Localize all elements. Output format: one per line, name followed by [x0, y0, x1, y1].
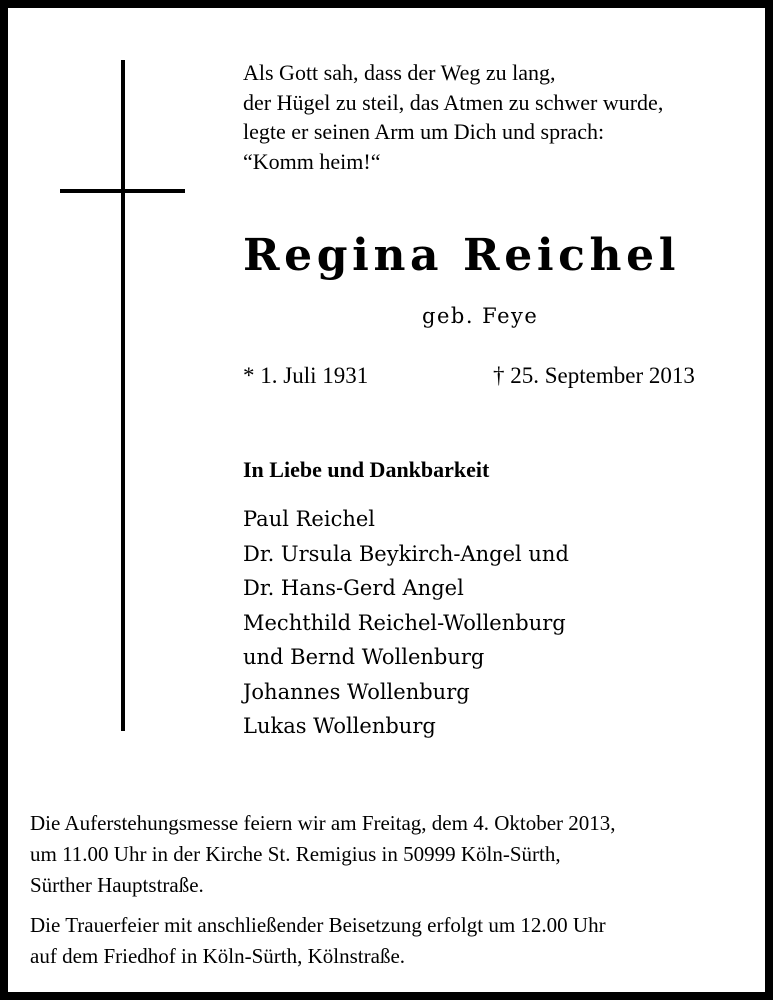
- death-date: † 25. September 2013: [493, 363, 695, 388]
- mourner-line: Mechthild Reichel-Wollenburg: [243, 610, 566, 635]
- mourner-line: und Bernd Wollenburg: [243, 645, 485, 669]
- memorial-poem: [243, 58, 663, 176]
- birth-date: * 1. Juli 1931: [243, 363, 369, 388]
- cross-symbol-horizontal: [60, 189, 185, 193]
- mourner-line: Dr. Hans-Gerd Angel: [243, 576, 464, 600]
- birth-name: geb. Feye: [422, 304, 539, 328]
- poem-line: legte er seinen Arm um Dich und sprach:: [243, 119, 605, 144]
- mourner-line: Paul Reichel: [243, 507, 376, 531]
- service-announcement: [30, 808, 760, 901]
- mourner-line: Lukas Wollenburg: [243, 714, 436, 738]
- service-line: um 11.00 Uhr in der Kirche St. Remigius in 50999 Köln-Sürth,: [30, 842, 561, 866]
- burial-line: Die Trauerfeier mit anschließender Beisetzung erfolgt um 12.00 Uhr: [30, 913, 606, 937]
- burial-line: auf dem Friedhof in Köln-Sürth, Kölnstraße.: [30, 944, 406, 968]
- mourner-line: Dr. Ursula Beykirch-Angel und: [243, 541, 569, 566]
- dedication-heading: In Liebe und Dankbarkeit: [243, 457, 490, 482]
- service-line: Die Auferstehungsmesse feiern wir am Freitag, dem 4. Oktober 2013,: [30, 811, 616, 835]
- burial-announcement: [30, 910, 760, 972]
- poem-line: “Komm heim!“: [243, 148, 381, 174]
- service-line: Sürther Hauptstraße.: [30, 873, 204, 897]
- deceased-name: Regina Reichel: [243, 230, 681, 281]
- cross-symbol-vertical: [121, 60, 125, 731]
- poem-line: der Hügel zu steil, das Atmen zu schwer wurde,: [243, 89, 664, 115]
- mourners-list: [243, 502, 569, 744]
- mourner-line: Johannes Wollenburg: [243, 679, 470, 704]
- poem-line: Als Gott sah, dass der Weg zu lang,: [243, 60, 556, 85]
